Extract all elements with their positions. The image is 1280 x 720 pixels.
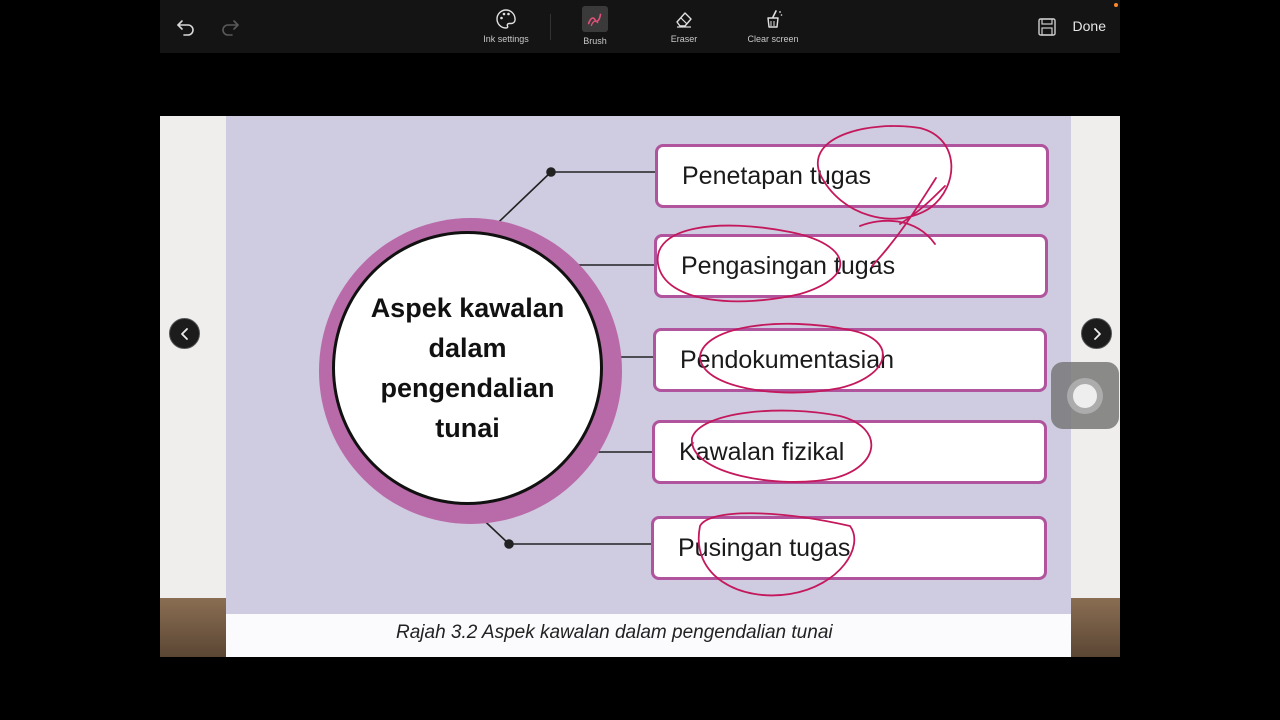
ink-settings-tool[interactable] <box>471 8 541 48</box>
aspect-box-kawalan-fizikal <box>652 420 1047 484</box>
slide-view <box>160 116 1120 657</box>
done-button[interactable]: Done <box>1072 18 1106 34</box>
ink-toolbar <box>160 0 1120 53</box>
palette-icon <box>495 8 517 30</box>
aspect-label: Pusingan tugas <box>678 533 851 562</box>
aspect-label: Pengasingan tugas <box>681 251 896 280</box>
aspect-box-pengasingan <box>654 234 1048 298</box>
chevron-right-icon <box>1090 327 1104 341</box>
previous-slide-button[interactable] <box>169 318 200 349</box>
recording-indicator <box>1114 3 1118 7</box>
aspect-box-pendokumentasian <box>653 328 1047 392</box>
aspect-label: Kawalan fizikal <box>679 437 845 466</box>
toolbar-divider <box>550 14 551 40</box>
clear-screen-icon <box>762 8 784 30</box>
figure-caption: Rajah 3.2 Aspek kawalan dalam pengendalian tunai <box>396 622 833 643</box>
assistive-touch-ring <box>1067 378 1103 414</box>
next-slide-button[interactable] <box>1081 318 1112 349</box>
central-concept-text: Aspek kawalan dalam pengendalian tunai <box>370 293 565 443</box>
clear-screen-tool[interactable] <box>738 8 808 48</box>
brush-icon <box>585 9 605 29</box>
brush-tool[interactable] <box>560 8 630 48</box>
assistive-touch-dot <box>1073 384 1097 408</box>
aspect-box-pusingan <box>651 516 1047 580</box>
eraser-tool[interactable] <box>649 8 719 48</box>
background-floor-left <box>160 598 226 657</box>
assistive-touch-button[interactable] <box>1051 362 1119 429</box>
brush-label: Brush <box>583 36 607 46</box>
background-floor-right <box>1071 598 1120 657</box>
eraser-icon <box>673 8 695 30</box>
eraser-label: Eraser <box>670 34 698 44</box>
undo-icon[interactable] <box>175 16 197 38</box>
redo-icon[interactable] <box>219 16 241 38</box>
aspect-box-penetapan <box>655 144 1049 208</box>
aspect-label: Penetapan tugas <box>682 161 872 190</box>
aspect-label: Pendokumentasian <box>680 345 895 374</box>
ink-settings-label: Ink settings <box>483 34 529 44</box>
save-icon[interactable] <box>1037 17 1057 37</box>
central-concept-circle <box>319 218 622 524</box>
chevron-left-icon <box>178 327 192 341</box>
clear-screen-label: Clear screen <box>747 34 799 44</box>
textbook-page <box>226 116 1071 657</box>
